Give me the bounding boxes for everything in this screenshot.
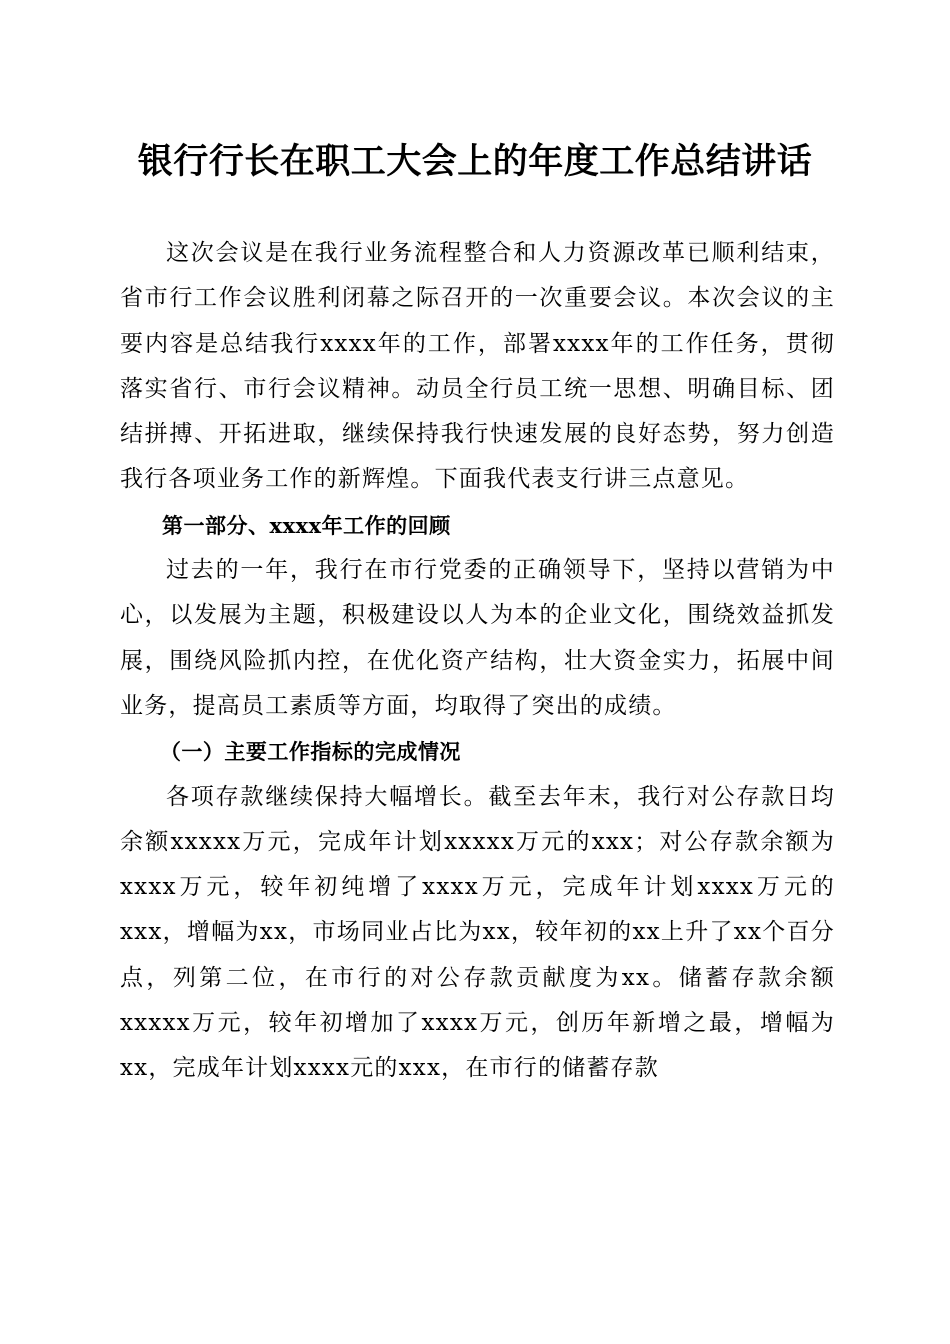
document-body <box>120 231 835 1092</box>
deposits-paragraph: 各项存款继续保持大幅增长。截至去年末，我行对公存款日均余额xxxxx万元，完成年计划xxxxx万元的xxx；对公存款余额为xxxx万元，较年初纯增了xxxx万元，完成年计划xxxx万元的xxx，增幅为xx，市场同业占比为xx，较年初的xx上升了xx个百分点，列第二位，在市行的对公存款贡献度为xx。储蓄存款余额xxxxx万元，较年初增加了xxxx万元，创历年新增之最，增幅为xx，完成年计划xxxx元的xxx，在市行的储蓄存款 <box>120 783 835 1082</box>
review-paragraph: 过去的一年，我行在市行党委的正确领导下，坚持以营销为中心，以发展为主题，积极建设以人为本的企业文化，围绕效益抓发展，围绕风险抓内控，在优化资产结构，壮大资金实力，拓展中间业务，提高员工素质等方面，均取得了突出的成绩。 <box>120 557 835 719</box>
opening-paragraph: 这次会议是在我行业务流程整合和人力资源改革已顺利结束，省市行工作会议胜利闭幕之际召开的一次重要会议。本次会议的主要内容是总结我行xxxx年的工作，部署xxxx年的工作任务，贯彻落实省行、市行会议精神。动员全行员工统一思想、明确目标、团结拼搏、开拓进取，继续保持我行快速发展的良好态势，努力创造我行各项业务工作的新辉煌。下面我代表支行讲三点意见。 <box>120 240 835 493</box>
section-heading: 第一部分、xxxx年工作的回顾 <box>162 512 451 538</box>
subsection-heading: （一）主要工作指标的完成情况 <box>159 739 461 765</box>
document-title: 银行行长在职工大会上的年度工作总结讲话 <box>137 141 813 182</box>
